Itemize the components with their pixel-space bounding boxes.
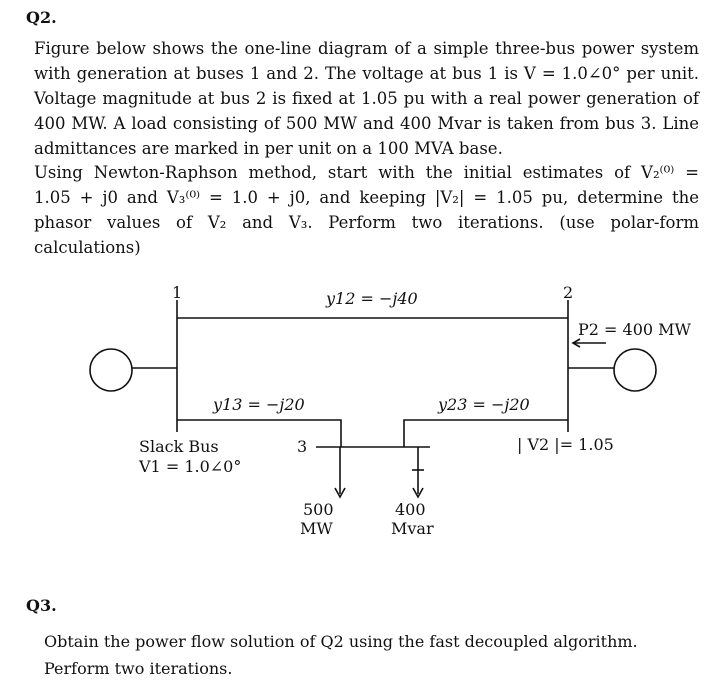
v1-label: V1 = 1.0∠0° <box>139 457 242 476</box>
load-p-value: 500 <box>303 500 334 519</box>
generator-1-icon <box>90 349 132 391</box>
q2-line: Voltage magnitude at bus 2 is fixed at 1.05 pu with a real power generation of <box>34 89 699 108</box>
bus-1-label: 1 <box>172 283 183 302</box>
load-q-unit: Mvar <box>391 519 434 538</box>
p2-label: P2 = 400 MW <box>578 320 691 339</box>
q2-title: Q2. <box>26 8 57 27</box>
q3-statement <box>44 628 694 682</box>
q2-instr-line: Using Newton-Raphson method, start with the initial estimates of V₂⁽⁰⁾ = <box>34 163 699 182</box>
bus-3-label: 3 <box>297 437 308 456</box>
load-p-unit: MW <box>300 519 333 538</box>
q2-line: with generation at buses 1 and 2. The voltage at bus 1 is V = 1.0∠0° per unit. <box>34 64 699 83</box>
q2-instr-line: phasor values of V₂ and V₃. Perform two iterations. (use polar-form calculations) <box>34 213 699 257</box>
q3-line: Obtain the power flow solution of Q2 using the fast decoupled algorithm. <box>44 632 638 651</box>
q2-instr-line: 1.05 + j0 and V₃⁽⁰⁾ = 1.0 + j0, and keeping |V₂| = 1.05 pu, determine the <box>34 188 699 207</box>
q2-line: 400 MW. A load consisting of 500 MW and 400 Mvar is taken from bus 3. Line <box>34 114 699 133</box>
q3-line: Perform two iterations. <box>44 659 233 678</box>
load-q-value: 400 <box>395 500 426 519</box>
q2-line: admittances are marked in per unit on a 100 MVA base. <box>34 139 503 158</box>
y23-label: y23 = −j20 <box>438 395 530 414</box>
q2-line: Figure below shows the one-line diagram of a simple three-bus power system <box>34 39 699 58</box>
slack-bus-label: Slack Bus <box>139 437 219 456</box>
generator-2-icon <box>614 349 656 391</box>
y12-label: y12 = −j40 <box>326 289 418 308</box>
y13-label: y13 = −j20 <box>213 395 305 414</box>
v2-label: | V2 |= 1.05 <box>517 435 614 454</box>
bus-2-label: 2 <box>563 283 574 302</box>
q3-title: Q3. <box>26 596 57 615</box>
